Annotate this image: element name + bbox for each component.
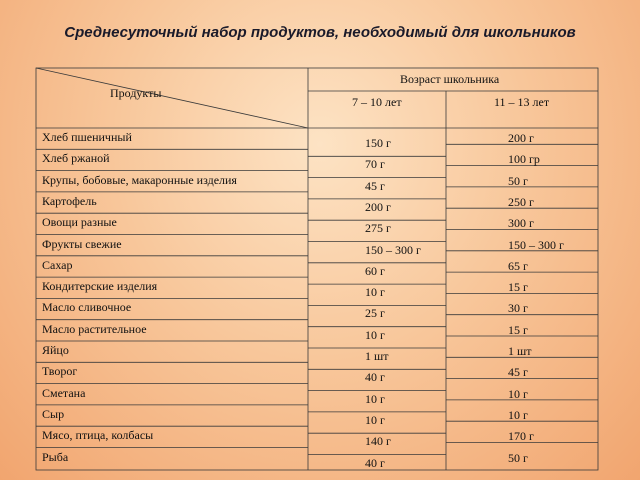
amount-11-13: 100 гр — [508, 152, 540, 167]
header-age: Возраст школьника — [400, 72, 500, 86]
product-name: Масло сливочное — [42, 300, 132, 315]
amount-11-13: 50 г — [508, 450, 528, 465]
amount-11-13: 150 – 300 г — [508, 237, 564, 252]
product-name: Картофель — [42, 193, 97, 208]
product-name: Сметана — [42, 385, 86, 400]
product-name: Яйцо — [42, 343, 69, 357]
amount-7-10: 10 г — [365, 285, 385, 300]
amount-7-10: 140 г — [365, 434, 391, 449]
amount-11-13: 300 г — [508, 216, 534, 231]
product-name: Хлеб пшеничный — [42, 130, 132, 144]
amount-7-10: 40 г — [365, 455, 385, 470]
amount-7-10: 150 – 300 г — [365, 242, 421, 257]
amount-11-13: 170 г — [508, 429, 534, 444]
amount-7-10: 10 г — [365, 391, 385, 406]
product-name: Рыба — [42, 449, 69, 464]
amount-11-13: 250 г — [508, 194, 534, 209]
product-name: Сахар — [42, 257, 73, 272]
product-name: Овощи разные — [42, 215, 117, 230]
amount-11-13: 15 г — [508, 322, 528, 337]
amount-7-10: 10 г — [365, 412, 385, 427]
page-title: Среднесуточный набор продуктов, необходимый для школьников — [64, 24, 576, 41]
amount-7-10: 275 г — [365, 221, 391, 236]
amount-7-10: 200 г — [365, 199, 391, 214]
product-name: Фрукты свежие — [42, 236, 122, 251]
product-name: Крупы, бобовые, макаронные изделия — [42, 172, 237, 187]
product-name: Мясо, птица, колбасы — [42, 428, 154, 443]
product-name: Сыр — [42, 406, 65, 421]
product-name: Творог — [42, 364, 78, 379]
amount-7-10: 150 г — [365, 136, 391, 150]
amount-11-13: 200 г — [508, 131, 534, 145]
amount-7-10: 1 шт — [365, 349, 389, 363]
amount-11-13: 15 г — [508, 280, 528, 295]
amount-7-10: 10 г — [365, 327, 385, 342]
amount-11-13: 30 г — [508, 301, 528, 316]
amount-11-13: 45 г — [508, 365, 528, 380]
amount-11-13: 1 шт — [508, 344, 532, 358]
product-name: Масло растительное — [42, 321, 147, 336]
header-diagonal — [36, 68, 308, 128]
amount-7-10: 25 г — [365, 306, 385, 321]
header-age-2: 11 – 13 лет — [494, 95, 550, 109]
product-name: Хлеб ржаной — [42, 151, 110, 166]
header-products: Продукты — [110, 86, 162, 100]
amount-7-10: 60 г — [365, 263, 385, 278]
amount-11-13: 50 г — [508, 173, 528, 188]
amount-7-10: 70 г — [365, 157, 385, 172]
amount-11-13: 65 г — [508, 258, 528, 273]
amount-7-10: 40 г — [365, 370, 385, 385]
amount-11-13: 10 г — [508, 407, 528, 422]
header-age-1: 7 – 10 лет — [352, 95, 402, 109]
amount-11-13: 10 г — [508, 386, 528, 401]
amount-7-10: 45 г — [365, 178, 385, 193]
product-name: Кондитерские изделия — [42, 279, 158, 294]
